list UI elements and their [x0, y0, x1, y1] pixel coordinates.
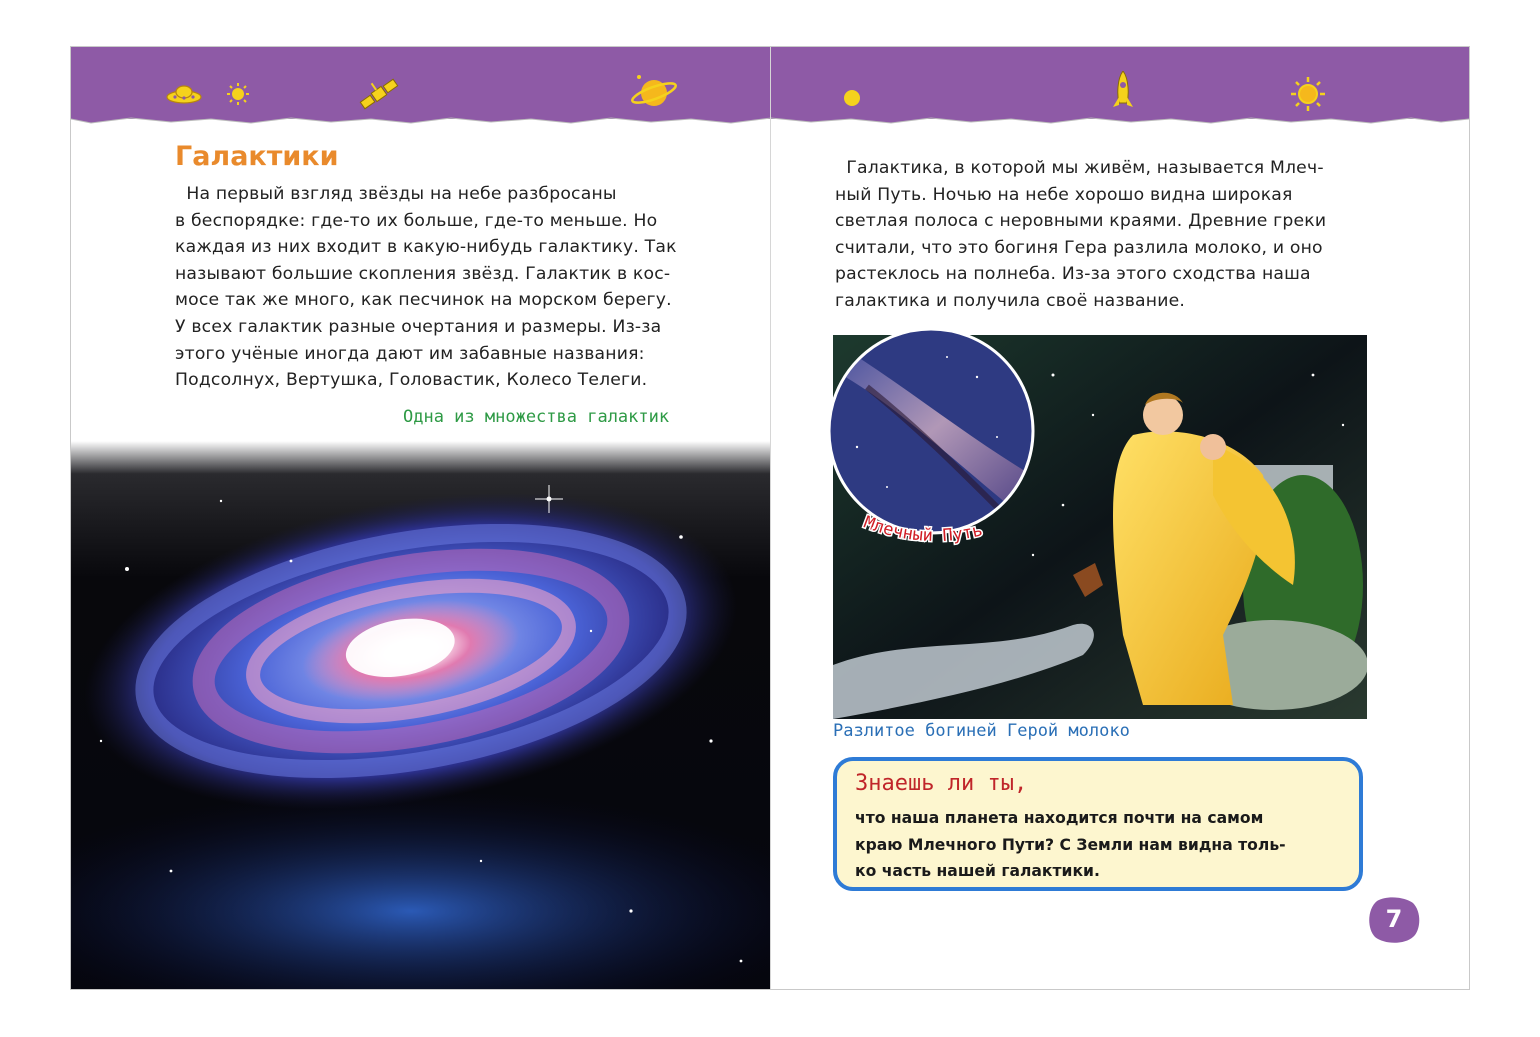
right-paragraph — [835, 155, 1335, 315]
text-line: этого учёные иногда дают им забавные названия: — [175, 343, 645, 364]
satellite-icon — [359, 75, 399, 113]
did-you-know-text — [855, 805, 1345, 885]
page-title: Галактики — [175, 141, 339, 172]
hera-caption: Разлитое богиней Герой молоко — [833, 721, 1130, 741]
text-line: растеклось на полнеба. Из-за этого сходства наша — [835, 264, 1311, 285]
svg-text:Млечный Путь: Млечный Путь — [861, 512, 985, 547]
ufo-icon — [165, 83, 203, 107]
did-you-know-heading: Знаешь ли ты, — [855, 771, 1028, 796]
page-number: 7 — [1385, 905, 1403, 933]
milky-way-inset — [827, 327, 1035, 535]
left-paragraph — [175, 181, 695, 394]
text-line: ко часть нашей галактики. — [855, 862, 1100, 880]
did-you-know-box — [833, 757, 1363, 891]
sun-icon — [227, 83, 249, 105]
text-line: Подсолнух, Вертушка, Головастик, Колесо Телеги. — [175, 370, 648, 391]
text-line: У всех галактик разные очертания и размеры. Из-за — [175, 316, 662, 337]
page-number-badge — [1367, 895, 1421, 945]
moon-icon — [843, 89, 861, 107]
text-line: мосе так же много, как песчинок на морском берегу. — [175, 290, 672, 311]
galaxy-illustration — [71, 441, 770, 989]
galaxy-caption: Одна из множества галактик — [403, 407, 670, 427]
text-line: На первый взгляд звёзды на небе разбросаны — [175, 184, 617, 204]
book-spread — [70, 46, 1470, 990]
text-line: считали, что это богиня Гера разлила молоко, и оно — [835, 237, 1323, 258]
text-line: светлая полоса с неровными краями. Древние греки — [835, 211, 1327, 232]
text-line: каждая из них входит в какую-нибудь галактику. Так — [175, 237, 677, 258]
text-line: называют большие скопления звёзд. Галактик в кос- — [175, 263, 671, 284]
planet-icon — [629, 71, 679, 113]
text-line: в беспорядке: где-то их больше, где-то меньше. Но — [175, 210, 658, 231]
milky-way-label — [851, 505, 1021, 565]
text-line: ный Путь. Ночью на небе хорошо видна широкая — [835, 184, 1293, 205]
rocket-icon — [1111, 71, 1135, 113]
page-spine — [770, 47, 771, 989]
text-line: что наша планета находится почти на самом — [855, 809, 1264, 827]
sun-icon — [1291, 77, 1325, 111]
text-line: Галактика, в которой мы живём, называется Млеч- — [835, 158, 1324, 178]
text-line: галактика и получила своё название. — [835, 290, 1186, 311]
text-line: краю Млечного Пути? С Земли нам видна толь- — [855, 835, 1286, 854]
